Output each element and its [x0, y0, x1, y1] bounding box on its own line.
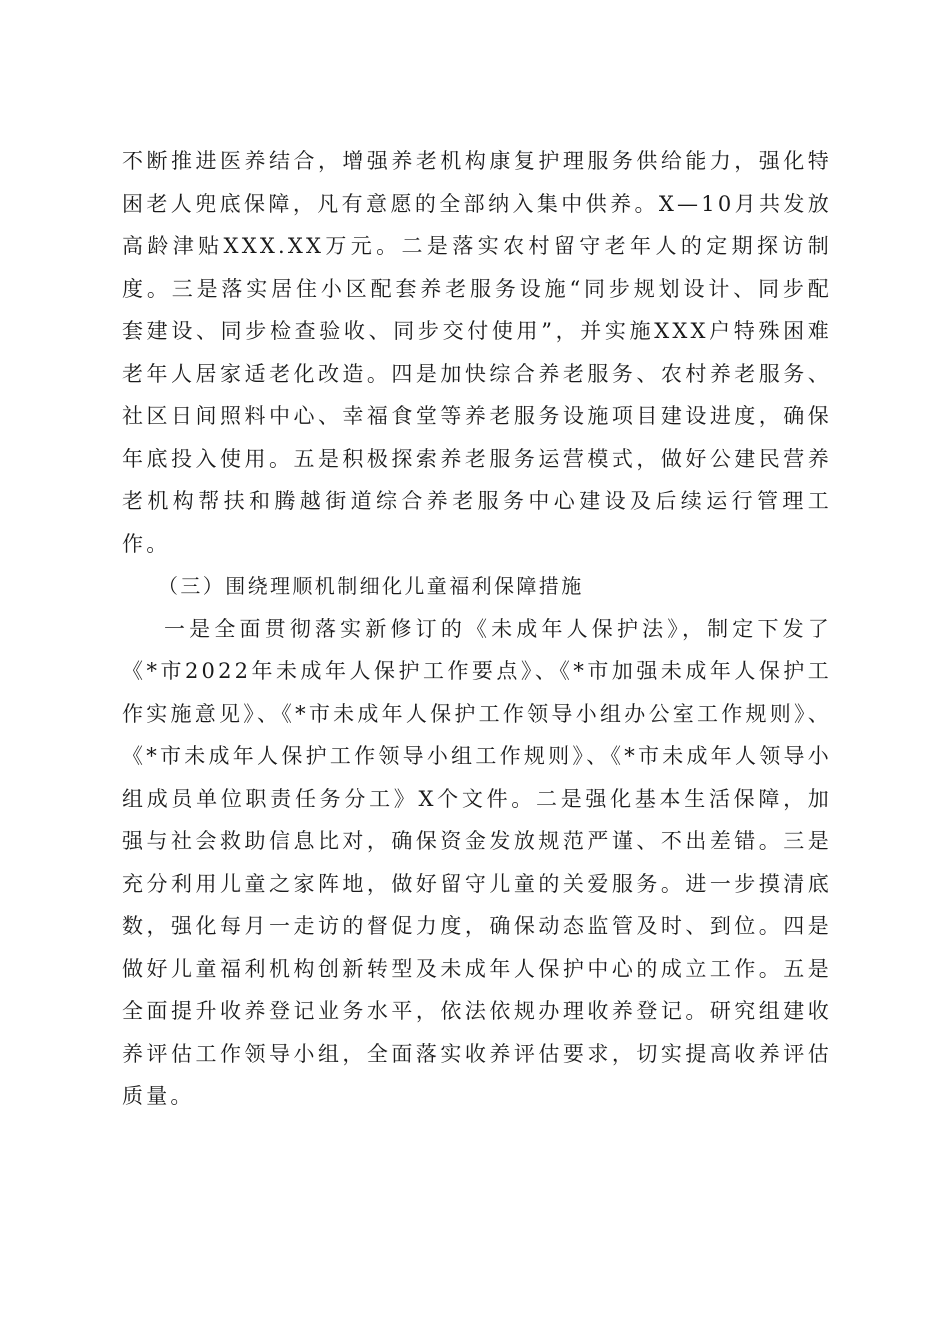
document-body: [122, 140, 832, 1118]
paragraph-elderly-services: 不断推进医养结合，增强养老机构康复护理服务供给能力，强化特困老人兜底保障，凡有意愿的全部纳入集中供养。X—10月共发放高龄津贴XXX.XX万元。二是落实农村留守老年人的定期探访制度。三是落实居住小区配套养老服务设施“同步规划设计、同步配套建设、同步检查验收、同步交付使用”，并实施XXX户特殊困难老年人居家适老化改造。四是加快综合养老服务、农村养老服务、社区日间照料中心、幸福食堂等养老服务设施项目建设进度，确保年底投入使用。五是积极探索养老服务运营模式，做好公建民营养老机构帮扶和腾越街道综合养老服务中心建设及后续运行管理工作。: [122, 149, 832, 556]
section-heading: （三）围绕理顺机制细化儿童福利保障措施: [158, 574, 584, 598]
paragraph-child-welfare: 一是全面贯彻落实新修订的《未成年人保护法》，制定下发了《*市2022年未成年人保护工作要点》、《*市加强未成年人保护工作实施意见》、《*市未成年人保护工作领导小组办公室工作规则》、《*市未成年人保护工作领导小组工作规则》、《*市未成年人领导小组成员单位职责任务分工》X个文件。二是强化基本生活保障，加强与社会救助信息比对，确保资金发放规范严谨、不出差错。三是充分利用儿童之家阵地，做好留守儿童的关爱服务。进一步摸清底数，强化每月一走访的督促力度，确保动态监管及时、到位。四是做好儿童福利机构创新转型及未成年人保护中心的成立工作。五是全面提升收养登记业务水平，依法依规办理收养登记。研究组建收养评估工作领导小组，全面落实收养评估要求，切实提高收养评估质量。: [122, 616, 832, 1108]
